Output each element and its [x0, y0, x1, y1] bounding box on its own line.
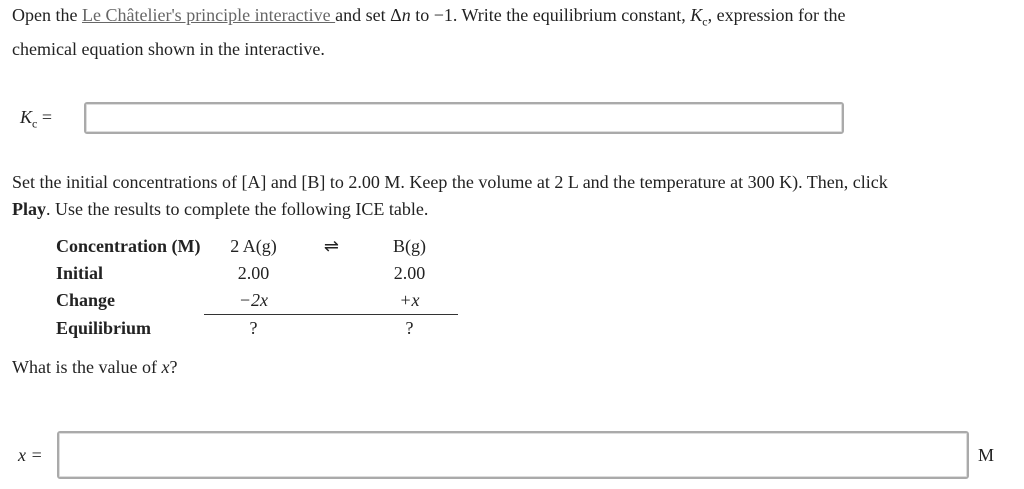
cell: +x — [399, 290, 420, 310]
equilibrium-arrow-icon: ⇌ — [323, 236, 340, 256]
row-label: Change — [56, 290, 116, 311]
cell: ? — [204, 315, 302, 343]
cell: −2x — [238, 290, 269, 310]
question-text: What is the value of x? — [12, 357, 178, 377]
unit-label: M — [978, 445, 995, 465]
intro-text: Open the Le Châtelier's principle interactive and set Δn to −1. Write the equilibrium constant, $K_c$, expression for the chemical equation shown in the interactive. — [12, 5, 846, 59]
kc-input[interactable] — [84, 102, 844, 134]
cell: ? — [360, 315, 458, 343]
reactant: 2 A(g) — [230, 236, 277, 256]
cell: 2.00 — [237, 263, 270, 283]
interactive-link[interactable]: Le Châtelier's principle interactive — [81, 5, 336, 25]
ice-table — [52, 233, 458, 342]
row-label: Initial — [56, 263, 104, 283]
cell: 2.00 — [393, 263, 426, 283]
row-label: Equilibrium — [56, 317, 152, 338]
kc-label: $K_c$ = — [20, 107, 52, 131]
instructions-text: Set the initial concentrations of [A] and [B] to 2.00 M. Keep the volume at 2 L and the temperature at 300 K). Then, click Play. Use the results to complete the following ICE table. — [12, 172, 888, 219]
x-input[interactable] — [57, 431, 969, 479]
ice-header: Concentration (M) — [56, 236, 201, 256]
product: B(g) — [392, 236, 426, 256]
x-label: x = — [18, 445, 43, 465]
